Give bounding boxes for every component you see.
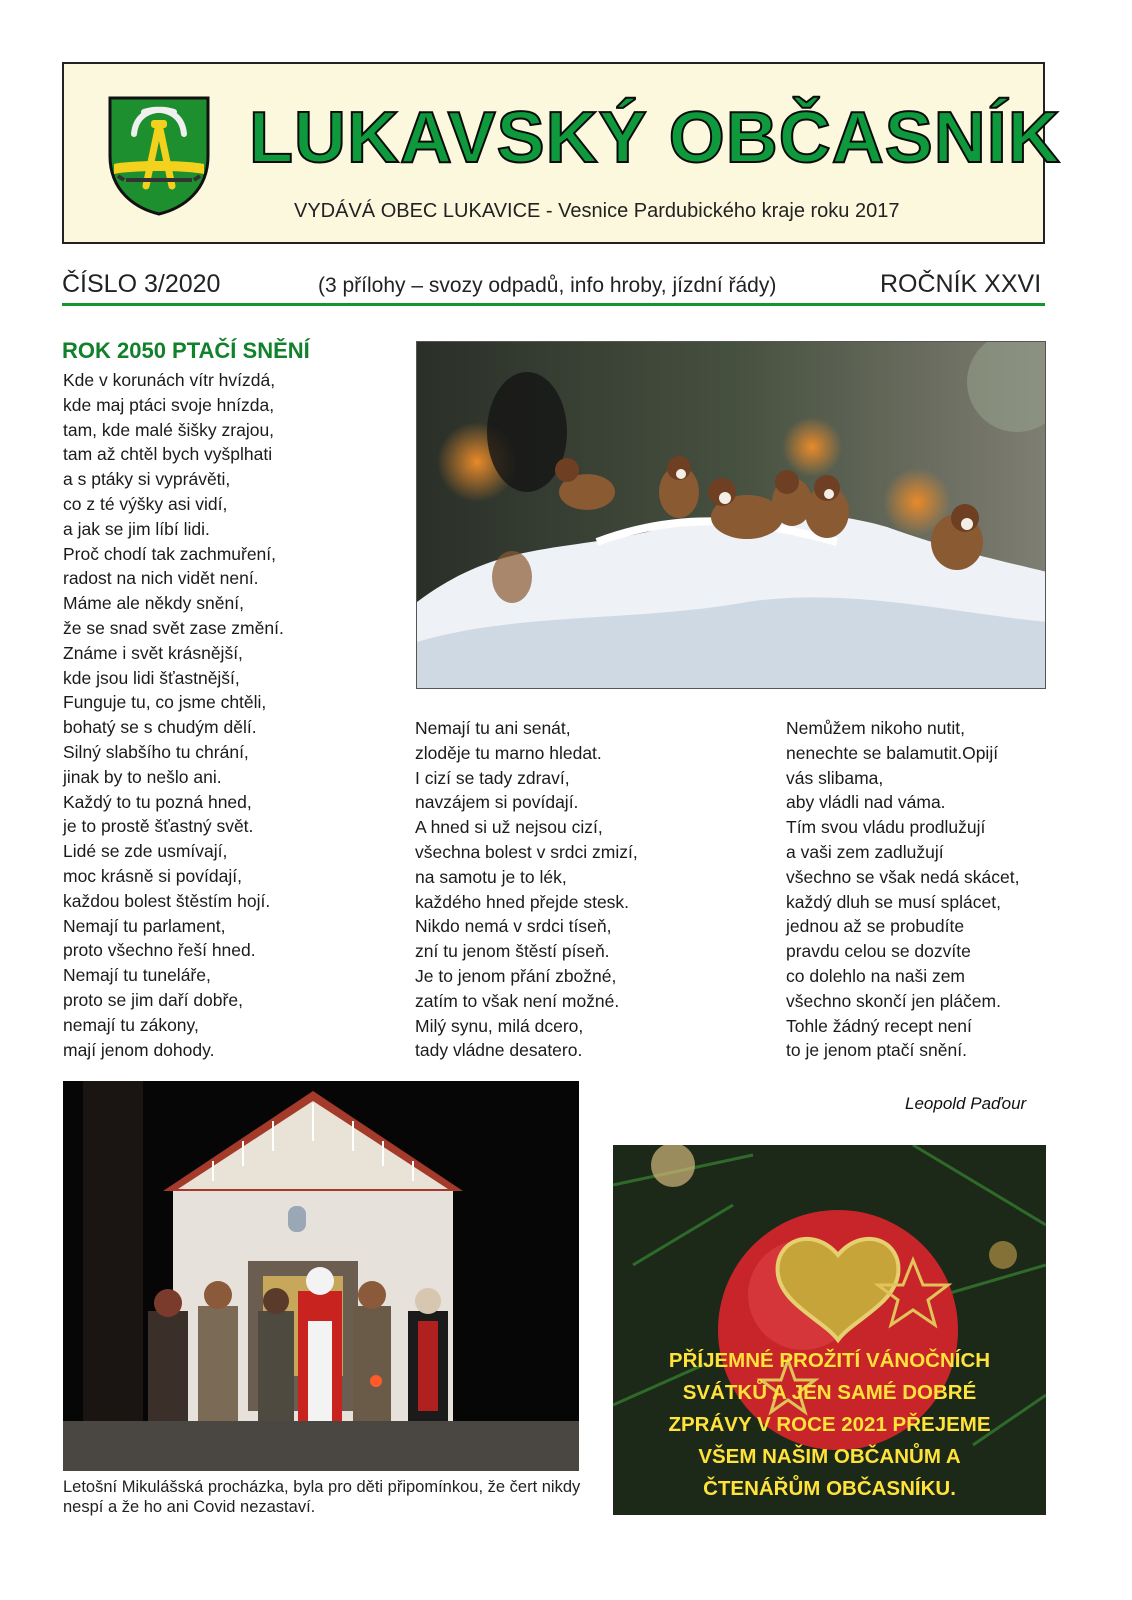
poem-line: tam až chtěl bych vyšplhati bbox=[63, 444, 273, 465]
greeting-line: ČTENÁŘŮM OBČASNÍKU. bbox=[703, 1477, 956, 1500]
poem-line: jinak by to nešlo ani. bbox=[63, 766, 222, 787]
poem-line: všechna bolest v srdci zmizí, bbox=[415, 841, 638, 862]
attachments-note: (3 přílohy – svozy odpadů, info hroby, jízdní řády) bbox=[318, 274, 777, 297]
poem-line: každého hned přejde stesk. bbox=[415, 891, 630, 912]
volume-number: ROČNÍK XXVI bbox=[880, 270, 1042, 298]
poem-line: všechno se však nedá skácet, bbox=[786, 866, 1020, 887]
poem-column-3 bbox=[786, 716, 1086, 1063]
poem-line: kde maj ptáci svoje hnízda, bbox=[63, 394, 275, 415]
photo-caption: Letošní Mikulášská procházka, byla pro děti připomínkou, že čert nikdy nespí a že ho ani Covid nezastaví. bbox=[63, 1478, 581, 1516]
publisher-subtitle: VYDÁVÁ OBEC LUKAVICE - Vesnice Pardubického kraje roku 2017 bbox=[294, 200, 900, 222]
poem-line: Proč chodí tak zachmuření, bbox=[63, 543, 277, 564]
poem-line: Milý synu, milá dcero, bbox=[415, 1015, 584, 1036]
greeting-line: PŘÍJEMNÉ PROŽITÍ VÁNOČNÍCH bbox=[668, 1349, 991, 1372]
poem-line: zatím to však není možné. bbox=[415, 990, 620, 1011]
poem-line: tam, kde malé šišky zrajou, bbox=[63, 419, 275, 440]
masthead bbox=[62, 62, 1061, 244]
poem-line: nenechte se balamutit.Opijí bbox=[786, 742, 999, 763]
poem-line: aby vládli nad váma. bbox=[786, 792, 946, 813]
poem-line: Známe i svět krásnější, bbox=[63, 642, 243, 663]
poem-line: bohatý se s chudým dělí. bbox=[63, 717, 257, 738]
poem-line: zloděje tu marno hledat. bbox=[415, 742, 602, 763]
poem-line: Nemají tu ani senát, bbox=[415, 718, 571, 738]
poem-line: mají jenom dohody. bbox=[63, 1039, 215, 1060]
poem-line: že se snad svět zase změní. bbox=[63, 617, 284, 638]
poem-line: Nemají tu tuneláře, bbox=[63, 965, 211, 986]
poem-line: tady vládne desatero. bbox=[415, 1040, 583, 1061]
poem-line: vás slibama, bbox=[786, 767, 884, 788]
poem-line: Máme ale někdy snění, bbox=[63, 593, 244, 614]
poem-line: každý dluh se musí splácet, bbox=[786, 891, 1001, 912]
greeting-line: VŠEM NAŠIM OBČANŮM A bbox=[698, 1445, 961, 1468]
poem-line: všechno skončí jen pláčem. bbox=[786, 990, 1001, 1011]
poem-line: Nemůžem nikoho nutit, bbox=[786, 718, 965, 738]
poem-line: zní tu jenom štěstí píseň. bbox=[415, 941, 610, 962]
poem-line: a vaši zem zadlužují bbox=[786, 841, 944, 862]
poem-line: Funguje tu, co jsme chtěli, bbox=[63, 692, 267, 713]
poem-line: co dolehlo na naši zem bbox=[786, 965, 965, 986]
poem-line: kde jsou lidi šťastnější, bbox=[63, 667, 240, 688]
newsletter-title: LUKAVSKÝ OBČASNÍK bbox=[249, 98, 1061, 178]
poem-line: proto všechno řeší hned. bbox=[63, 940, 256, 961]
municipal-crest-icon bbox=[104, 94, 214, 216]
poem-line: je to prostě šťastný svět. bbox=[63, 816, 254, 837]
poem-line: proto se jim daří dobře, bbox=[63, 989, 243, 1010]
poem-title: ROK 2050 PTAČÍ SNĚNÍ bbox=[62, 338, 310, 363]
st-nicholas-walk-photo bbox=[63, 1081, 579, 1471]
poem-line: pravdu celou se dozvíte bbox=[786, 941, 971, 962]
poem-author: Leopold Paďour bbox=[905, 1094, 1027, 1113]
poem-line: Nemají tu parlament, bbox=[63, 915, 226, 936]
christmas-greeting-card bbox=[613, 1145, 1046, 1515]
poem-line: A hned si už nejsou cizí, bbox=[415, 817, 603, 838]
christmas-greeting-text bbox=[613, 1345, 1046, 1505]
poem-line: co z té výšky asi vidí, bbox=[63, 493, 228, 514]
poem-line: Lidé se zde usmívají, bbox=[63, 841, 228, 862]
poem-line: Silný slabšího tu chrání, bbox=[63, 741, 249, 762]
divider bbox=[62, 303, 1045, 306]
poem-line: to je jenom ptačí snění. bbox=[786, 1040, 967, 1061]
poem-line: Kde v korunách vítr hvízdá, bbox=[63, 370, 276, 390]
greeting-line: SVÁTKŮ A JEN SAMÉ DOBRÉ bbox=[682, 1381, 977, 1404]
poem-column-1 bbox=[63, 368, 393, 1062]
poem-line: Tím svou vládu prodlužují bbox=[786, 817, 986, 838]
greeting-line: ZPRÁVY V ROCE 2021 PŘEJEME bbox=[668, 1413, 991, 1436]
poem-line: Je to jenom přání zbožné, bbox=[415, 965, 617, 986]
poem-line: I cizí se tady zdraví, bbox=[415, 767, 570, 788]
poem-line: nemají tu zákony, bbox=[63, 1014, 199, 1035]
sparrows-in-snow-photo bbox=[416, 341, 1046, 689]
poem-line: na samotu je to lék, bbox=[415, 866, 567, 887]
poem-line: jednou až se probudíte bbox=[786, 916, 965, 937]
poem-line: Nikdo nemá v srdci tíseň, bbox=[415, 916, 612, 937]
poem-line: navzájem si povídají. bbox=[415, 792, 579, 813]
poem-line: a s ptáky si vyprávěti, bbox=[63, 469, 231, 490]
poem-line: Tohle žádný recept není bbox=[786, 1015, 972, 1036]
poem-line: moc krásně si povídají, bbox=[63, 865, 242, 886]
poem-column-2 bbox=[415, 716, 755, 1063]
poem-line: a jak se jim líbí lidi. bbox=[63, 518, 210, 539]
poem-line: každou bolest štěstím hojí. bbox=[63, 890, 271, 911]
issue-number: ČÍSLO 3/2020 bbox=[62, 270, 221, 298]
poem-line: radost na nich vidět není. bbox=[63, 568, 259, 589]
poem-line: Každý to tu pozná hned, bbox=[63, 791, 252, 812]
